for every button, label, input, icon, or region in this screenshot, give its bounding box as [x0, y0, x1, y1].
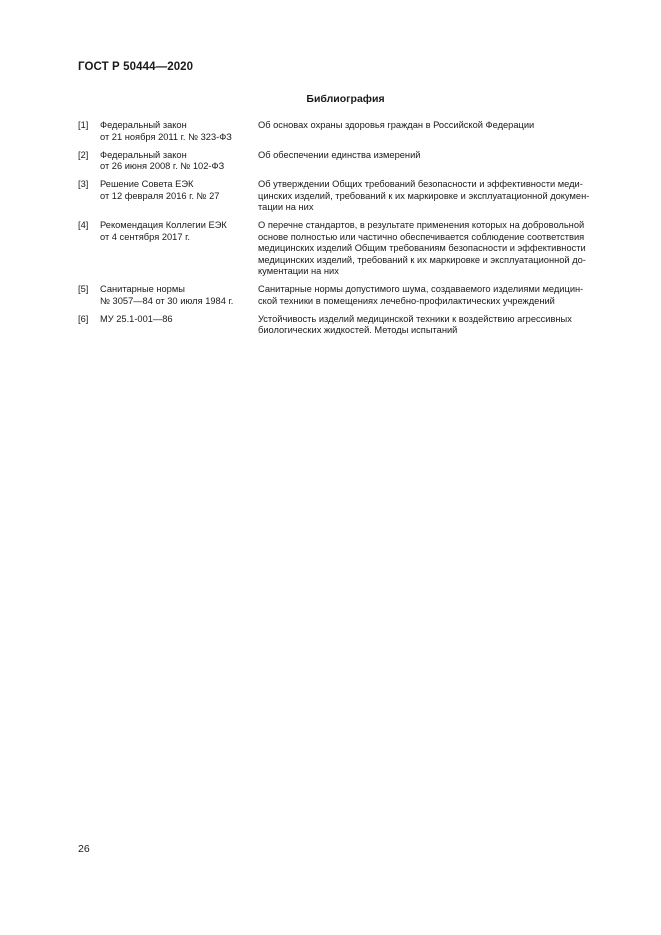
bibliography-entry	[78, 284, 616, 307]
entry-source: Решение Совета ЕЭК от 12 февраля 2016 г. № 27	[100, 179, 220, 201]
entry-source: МУ 25.1-001—86	[100, 313, 173, 324]
page-number: 26	[78, 843, 90, 855]
entry-title: Устойчивость изделий медицинской техники к воздействию агрессивных биологических жидкостей. Методы испытаний	[258, 313, 572, 335]
entry-number: [1]	[78, 120, 89, 130]
section-title: Библиография	[306, 93, 385, 105]
entry-number: [5]	[78, 284, 89, 294]
entry-title: Санитарные нормы допустимого шума, создаваемого изделиями медицин- ской техники в помещениях лечебно-профилактических учреждений	[258, 284, 584, 306]
document-header: ГОСТ Р 50444—2020	[78, 61, 194, 73]
bibliography-entry	[78, 120, 616, 143]
entry-number: [6]	[78, 313, 89, 324]
entry-source: Санитарные нормы № 3057—84 от 30 июля 1984 г.	[100, 284, 234, 306]
bibliography-list	[78, 120, 616, 343]
entry-title: Об основах охраны здоровья граждан в Российской Федерации	[258, 120, 535, 130]
entry-source: Рекомендация Коллегии ЕЭК от 4 сентября 2017 г.	[100, 220, 227, 242]
entry-source: Федеральный закон от 21 ноября 2011 г. № 323-ФЗ	[100, 120, 232, 142]
bibliography-entry	[78, 314, 616, 337]
entry-number: [3]	[78, 179, 89, 189]
entry-title: Об обеспечении единства измерений	[258, 149, 421, 160]
bibliography-entry	[78, 220, 616, 278]
entry-number: [2]	[78, 149, 89, 160]
bibliography-entry	[78, 150, 616, 173]
bibliography-entry	[78, 179, 616, 214]
entry-title: О перечне стандартов, в результате применения которых на добровольной основе полностью или частично обеспечивается соблюдение соответствия медицинских изделий Общим требованиям безопасности и эффективности медицинских изделий, требований к их маркировке и эксплуатационной до- кументации на них	[258, 220, 586, 276]
entry-title: Об утверждении Общих требований безопасности и эффективности меди- цинских изделий, требований к их маркировке и эксплуатационной докумен- тации на них	[258, 179, 590, 212]
entry-source: Федеральный закон от 26 июня 2008 г. № 102-ФЗ	[100, 149, 225, 171]
entry-number: [4]	[78, 220, 89, 230]
